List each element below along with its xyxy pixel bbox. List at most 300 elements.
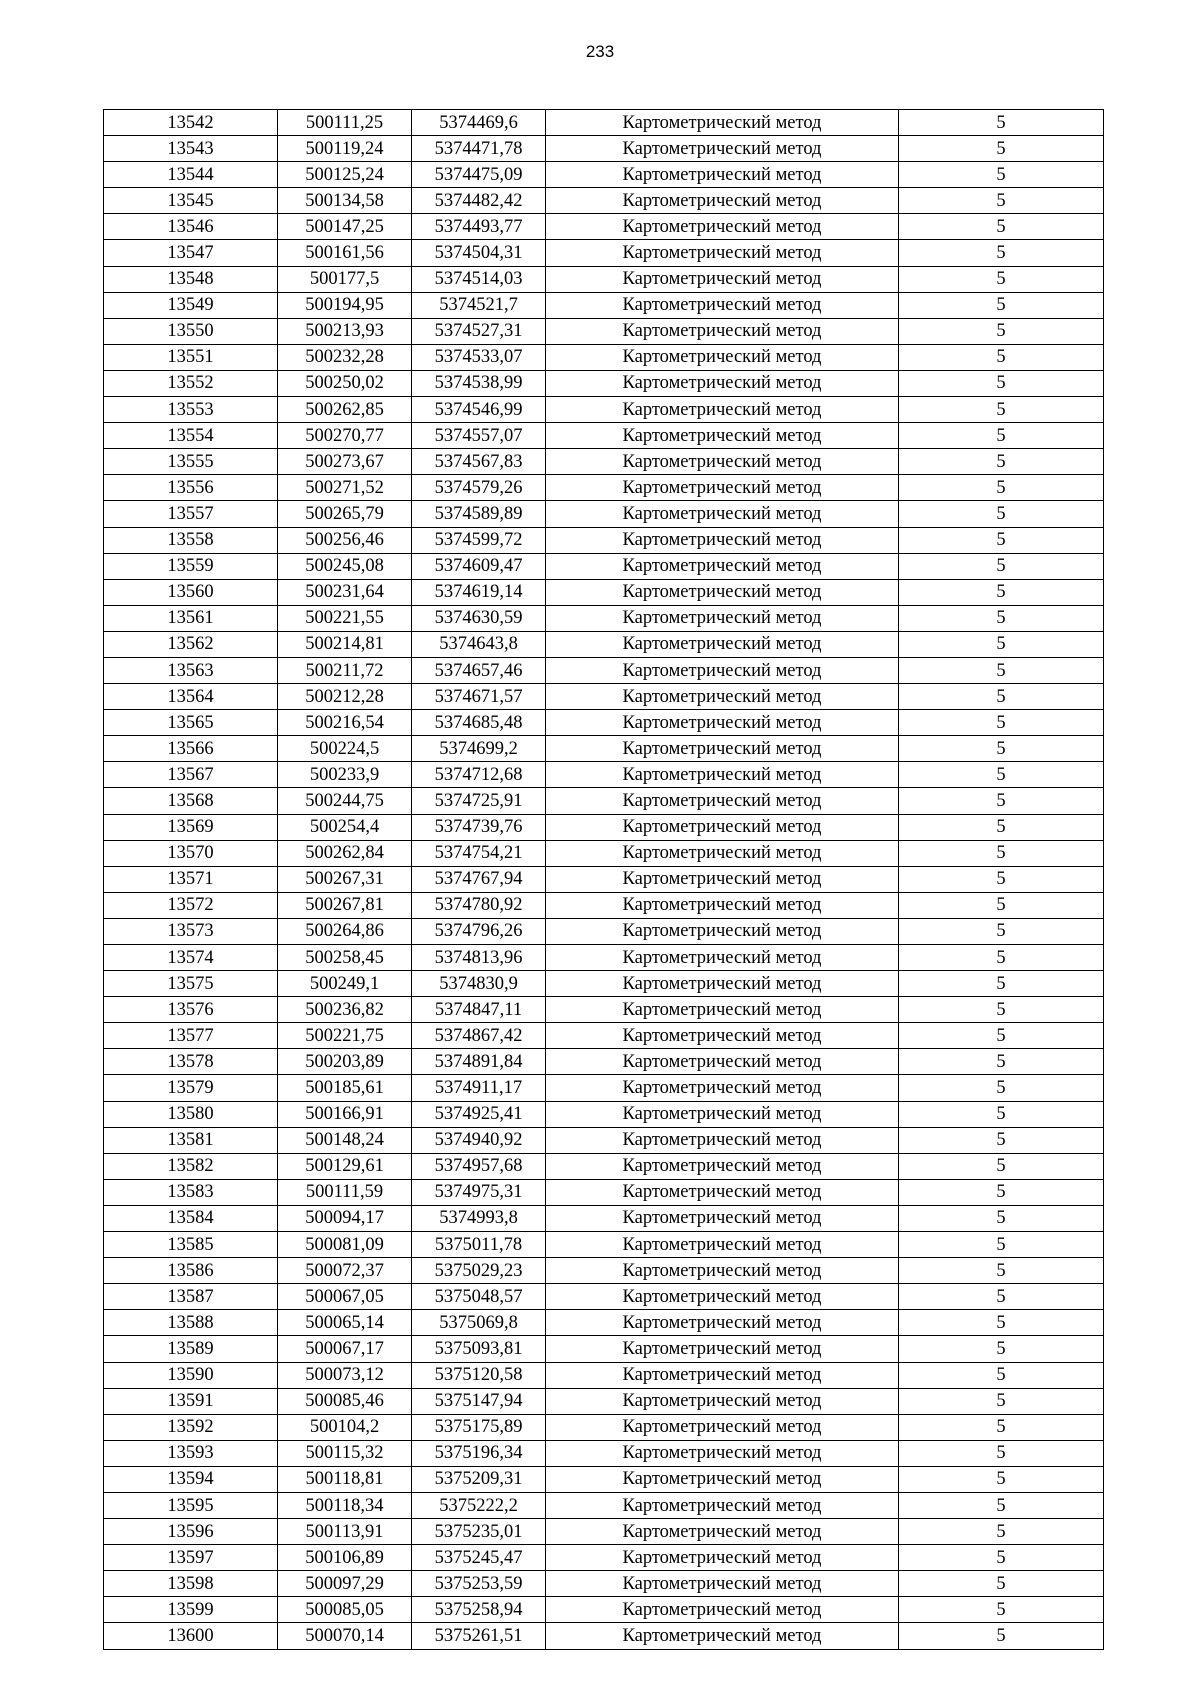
accuracy-cell: 5 [899,370,1104,396]
accuracy-cell: 5 [899,710,1104,736]
y-coordinate-cell: 5375120,58 [412,1362,546,1388]
method-cell: Картометрический метод [546,1232,899,1258]
y-coordinate-cell: 5374619,14 [412,579,546,605]
method-cell: Картометрический метод [546,840,899,866]
method-cell: Картометрический метод [546,762,899,788]
x-coordinate-cell: 500118,81 [278,1466,412,1492]
y-coordinate-cell: 5374643,8 [412,631,546,657]
y-coordinate-cell: 5374671,57 [412,684,546,710]
y-coordinate-cell: 5374813,96 [412,945,546,971]
accuracy-cell: 5 [899,266,1104,292]
method-cell: Картометрический метод [546,1023,899,1049]
method-cell: Картометрический метод [546,344,899,370]
y-coordinate-cell: 5374685,48 [412,710,546,736]
point-number-cell: 13557 [104,501,278,527]
y-coordinate-cell: 5374957,68 [412,1153,546,1179]
point-number-cell: 13580 [104,1101,278,1127]
table-row [104,657,1104,683]
method-cell: Картометрический метод [546,579,899,605]
y-coordinate-cell: 5374471,78 [412,136,546,162]
point-number-cell: 13543 [104,136,278,162]
y-coordinate-cell: 5374780,92 [412,892,546,918]
x-coordinate-cell: 500245,08 [278,553,412,579]
table-row [104,762,1104,788]
y-coordinate-cell: 5374527,31 [412,318,546,344]
y-coordinate-cell: 5374847,11 [412,997,546,1023]
method-cell: Картометрический метод [546,605,899,631]
table-row [104,370,1104,396]
accuracy-cell: 5 [899,945,1104,971]
table-row [104,1519,1104,1545]
y-coordinate-cell: 5374546,99 [412,397,546,423]
method-cell: Картометрический метод [546,292,899,318]
accuracy-cell: 5 [899,1571,1104,1597]
y-coordinate-cell: 5374599,72 [412,527,546,553]
y-coordinate-cell: 5375209,31 [412,1466,546,1492]
method-cell: Картометрический метод [546,1571,899,1597]
table-row [104,1179,1104,1205]
point-number-cell: 13598 [104,1571,278,1597]
y-coordinate-cell: 5374475,09 [412,162,546,188]
x-coordinate-cell: 500262,85 [278,397,412,423]
table-row [104,1127,1104,1153]
method-cell: Картометрический метод [546,162,899,188]
accuracy-cell: 5 [899,1466,1104,1492]
point-number-cell: 13581 [104,1127,278,1153]
y-coordinate-cell: 5375069,8 [412,1310,546,1336]
method-cell: Картометрический метод [546,501,899,527]
accuracy-cell: 5 [899,997,1104,1023]
table-row [104,840,1104,866]
table-row [104,188,1104,214]
accuracy-cell: 5 [899,1205,1104,1231]
point-number-cell: 13556 [104,475,278,501]
x-coordinate-cell: 500111,59 [278,1179,412,1205]
table-row [104,1284,1104,1310]
accuracy-cell: 5 [899,553,1104,579]
method-cell: Картометрический метод [546,1623,899,1649]
accuracy-cell: 5 [899,1388,1104,1414]
point-number-cell: 13587 [104,1284,278,1310]
x-coordinate-cell: 500262,84 [278,840,412,866]
point-number-cell: 13571 [104,866,278,892]
x-coordinate-cell: 500085,46 [278,1388,412,1414]
table-row [104,918,1104,944]
method-cell: Картометрический метод [546,1388,899,1414]
accuracy-cell: 5 [899,579,1104,605]
accuracy-cell: 5 [899,684,1104,710]
x-coordinate-cell: 500111,25 [278,110,412,136]
method-cell: Картометрический метод [546,1492,899,1518]
point-number-cell: 13590 [104,1362,278,1388]
x-coordinate-cell: 500106,89 [278,1545,412,1571]
method-cell: Картометрический метод [546,1336,899,1362]
accuracy-cell: 5 [899,1179,1104,1205]
point-number-cell: 13550 [104,318,278,344]
table-row [104,1388,1104,1414]
x-coordinate-cell: 500250,02 [278,370,412,396]
accuracy-cell: 5 [899,501,1104,527]
point-number-cell: 13559 [104,553,278,579]
x-coordinate-cell: 500265,79 [278,501,412,527]
accuracy-cell: 5 [899,136,1104,162]
x-coordinate-cell: 500072,37 [278,1258,412,1284]
y-coordinate-cell: 5375093,81 [412,1336,546,1362]
point-number-cell: 13578 [104,1049,278,1075]
table-row [104,971,1104,997]
y-coordinate-cell: 5374493,77 [412,214,546,240]
method-cell: Картометрический метод [546,1440,899,1466]
x-coordinate-cell: 500273,67 [278,449,412,475]
point-number-cell: 13586 [104,1258,278,1284]
y-coordinate-cell: 5375147,94 [412,1388,546,1414]
method-cell: Картометрический метод [546,997,899,1023]
accuracy-cell: 5 [899,1440,1104,1466]
point-number-cell: 13584 [104,1205,278,1231]
table-row [104,1440,1104,1466]
x-coordinate-cell: 500148,24 [278,1127,412,1153]
method-cell: Картометрический метод [546,945,899,971]
y-coordinate-cell: 5374657,46 [412,657,546,683]
y-coordinate-cell: 5375261,51 [412,1623,546,1649]
x-coordinate-cell: 500134,58 [278,188,412,214]
x-coordinate-cell: 500085,05 [278,1597,412,1623]
accuracy-cell: 5 [899,1023,1104,1049]
table-row [104,631,1104,657]
table-row [104,214,1104,240]
y-coordinate-cell: 5374557,07 [412,423,546,449]
method-cell: Картометрический метод [546,1597,899,1623]
method-cell: Картометрический метод [546,814,899,840]
point-number-cell: 13547 [104,240,278,266]
accuracy-cell: 5 [899,736,1104,762]
table-row [104,1310,1104,1336]
y-coordinate-cell: 5374579,26 [412,475,546,501]
point-number-cell: 13565 [104,710,278,736]
point-number-cell: 13595 [104,1492,278,1518]
point-number-cell: 13594 [104,1466,278,1492]
accuracy-cell: 5 [899,657,1104,683]
point-number-cell: 13552 [104,370,278,396]
method-cell: Картометрический метод [546,971,899,997]
table-row [104,1205,1104,1231]
y-coordinate-cell: 5374754,21 [412,840,546,866]
accuracy-cell: 5 [899,240,1104,266]
table-row [104,449,1104,475]
table-row [104,579,1104,605]
page-number: 233 [585,42,615,61]
y-coordinate-cell: 5374911,17 [412,1075,546,1101]
accuracy-cell: 5 [899,214,1104,240]
y-coordinate-cell: 5374630,59 [412,605,546,631]
method-cell: Картометрический метод [546,1362,899,1388]
table-row [104,1049,1104,1075]
x-coordinate-cell: 500104,2 [278,1414,412,1440]
y-coordinate-cell: 5374940,92 [412,1127,546,1153]
x-coordinate-cell: 500113,91 [278,1519,412,1545]
method-cell: Картометрический метод [546,918,899,944]
table-row [104,162,1104,188]
table-row [104,684,1104,710]
point-number-cell: 13563 [104,657,278,683]
accuracy-cell: 5 [899,1414,1104,1440]
x-coordinate-cell: 500129,61 [278,1153,412,1179]
point-number-cell: 13561 [104,605,278,631]
accuracy-cell: 5 [899,449,1104,475]
y-coordinate-cell: 5374725,91 [412,788,546,814]
table-row [104,945,1104,971]
x-coordinate-cell: 500067,05 [278,1284,412,1310]
method-cell: Картометрический метод [546,1310,899,1336]
y-coordinate-cell: 5374891,84 [412,1049,546,1075]
table-row [104,344,1104,370]
y-coordinate-cell: 5375253,59 [412,1571,546,1597]
x-coordinate-cell: 500270,77 [278,423,412,449]
x-coordinate-cell: 500244,75 [278,788,412,814]
accuracy-cell: 5 [899,605,1104,631]
method-cell: Картометрический метод [546,1414,899,1440]
y-coordinate-cell: 5374533,07 [412,344,546,370]
x-coordinate-cell: 500211,72 [278,657,412,683]
x-coordinate-cell: 500097,29 [278,1571,412,1597]
accuracy-cell: 5 [899,762,1104,788]
table-row [104,1545,1104,1571]
x-coordinate-cell: 500233,9 [278,762,412,788]
method-cell: Картометрический метод [546,788,899,814]
coordinates-table-body [104,110,1104,1650]
x-coordinate-cell: 500203,89 [278,1049,412,1075]
point-number-cell: 13583 [104,1179,278,1205]
x-coordinate-cell: 500177,5 [278,266,412,292]
method-cell: Картометрический метод [546,266,899,292]
point-number-cell: 13568 [104,788,278,814]
table-row [104,997,1104,1023]
method-cell: Картометрический метод [546,736,899,762]
table-row [104,1362,1104,1388]
y-coordinate-cell: 5374482,42 [412,188,546,214]
accuracy-cell: 5 [899,1075,1104,1101]
method-cell: Картометрический метод [546,1258,899,1284]
point-number-cell: 13548 [104,266,278,292]
accuracy-cell: 5 [899,527,1104,553]
x-coordinate-cell: 500214,81 [278,631,412,657]
x-coordinate-cell: 500221,75 [278,1023,412,1049]
table-row [104,814,1104,840]
y-coordinate-cell: 5375245,47 [412,1545,546,1571]
method-cell: Картометрический метод [546,684,899,710]
table-row [104,266,1104,292]
accuracy-cell: 5 [899,318,1104,344]
point-number-cell: 13582 [104,1153,278,1179]
accuracy-cell: 5 [899,1597,1104,1623]
table-row [104,553,1104,579]
method-cell: Картометрический метод [546,214,899,240]
method-cell: Картометрический метод [546,1127,899,1153]
point-number-cell: 13551 [104,344,278,370]
y-coordinate-cell: 5374867,42 [412,1023,546,1049]
table-row [104,1023,1104,1049]
table-row [104,1623,1104,1649]
table-row [104,1232,1104,1258]
accuracy-cell: 5 [899,188,1104,214]
x-coordinate-cell: 500224,5 [278,736,412,762]
accuracy-cell: 5 [899,1310,1104,1336]
method-cell: Картометрический метод [546,1049,899,1075]
y-coordinate-cell: 5374993,8 [412,1205,546,1231]
method-cell: Картометрический метод [546,397,899,423]
method-cell: Картометрический метод [546,449,899,475]
method-cell: Картометрический метод [546,1153,899,1179]
point-number-cell: 13588 [104,1310,278,1336]
accuracy-cell: 5 [899,971,1104,997]
table-row [104,501,1104,527]
table-row [104,318,1104,344]
point-number-cell: 13573 [104,918,278,944]
x-coordinate-cell: 500258,45 [278,945,412,971]
table-row [104,136,1104,162]
x-coordinate-cell: 500267,31 [278,866,412,892]
table-row [104,605,1104,631]
point-number-cell: 13546 [104,214,278,240]
table-row [104,1414,1104,1440]
table-row [104,1258,1104,1284]
point-number-cell: 13575 [104,971,278,997]
x-coordinate-cell: 500070,14 [278,1623,412,1649]
method-cell: Картометрический метод [546,657,899,683]
x-coordinate-cell: 500267,81 [278,892,412,918]
method-cell: Картометрический метод [546,1101,899,1127]
point-number-cell: 13591 [104,1388,278,1414]
point-number-cell: 13566 [104,736,278,762]
accuracy-cell: 5 [899,866,1104,892]
table-row [104,397,1104,423]
table-row [104,1075,1104,1101]
x-coordinate-cell: 500119,24 [278,136,412,162]
x-coordinate-cell: 500118,34 [278,1492,412,1518]
x-coordinate-cell: 500081,09 [278,1232,412,1258]
point-number-cell: 13560 [104,579,278,605]
table-row [104,710,1104,736]
table-row [104,475,1104,501]
point-number-cell: 13542 [104,110,278,136]
method-cell: Картометрический метод [546,1075,899,1101]
accuracy-cell: 5 [899,1623,1104,1649]
x-coordinate-cell: 500166,91 [278,1101,412,1127]
point-number-cell: 13572 [104,892,278,918]
y-coordinate-cell: 5374796,26 [412,918,546,944]
y-coordinate-cell: 5375175,89 [412,1414,546,1440]
y-coordinate-cell: 5374767,94 [412,866,546,892]
x-coordinate-cell: 500264,86 [278,918,412,944]
x-coordinate-cell: 500185,61 [278,1075,412,1101]
accuracy-cell: 5 [899,1232,1104,1258]
accuracy-cell: 5 [899,1284,1104,1310]
y-coordinate-cell: 5374830,9 [412,971,546,997]
accuracy-cell: 5 [899,1049,1104,1075]
x-coordinate-cell: 500161,56 [278,240,412,266]
table-row [104,110,1104,136]
accuracy-cell: 5 [899,1492,1104,1518]
y-coordinate-cell: 5374609,47 [412,553,546,579]
method-cell: Картометрический метод [546,136,899,162]
point-number-cell: 13567 [104,762,278,788]
table-row [104,527,1104,553]
accuracy-cell: 5 [899,892,1104,918]
point-number-cell: 13576 [104,997,278,1023]
accuracy-cell: 5 [899,1336,1104,1362]
accuracy-cell: 5 [899,475,1104,501]
point-number-cell: 13564 [104,684,278,710]
point-number-cell: 13600 [104,1623,278,1649]
accuracy-cell: 5 [899,1153,1104,1179]
x-coordinate-cell: 500256,46 [278,527,412,553]
point-number-cell: 13592 [104,1414,278,1440]
method-cell: Картометрический метод [546,1519,899,1545]
table-row [104,736,1104,762]
point-number-cell: 13570 [104,840,278,866]
point-number-cell: 13599 [104,1597,278,1623]
accuracy-cell: 5 [899,1101,1104,1127]
accuracy-cell: 5 [899,1258,1104,1284]
point-number-cell: 13558 [104,527,278,553]
x-coordinate-cell: 500065,14 [278,1310,412,1336]
y-coordinate-cell: 5374739,76 [412,814,546,840]
y-coordinate-cell: 5374521,7 [412,292,546,318]
accuracy-cell: 5 [899,918,1104,944]
accuracy-cell: 5 [899,292,1104,318]
y-coordinate-cell: 5375258,94 [412,1597,546,1623]
y-coordinate-cell: 5374567,83 [412,449,546,475]
accuracy-cell: 5 [899,814,1104,840]
y-coordinate-cell: 5374975,31 [412,1179,546,1205]
point-number-cell: 13596 [104,1519,278,1545]
point-number-cell: 13593 [104,1440,278,1466]
method-cell: Картометрический метод [546,553,899,579]
x-coordinate-cell: 500125,24 [278,162,412,188]
x-coordinate-cell: 500271,52 [278,475,412,501]
table-row [104,423,1104,449]
y-coordinate-cell: 5375222,2 [412,1492,546,1518]
method-cell: Картометрический метод [546,423,899,449]
method-cell: Картометрический метод [546,240,899,266]
x-coordinate-cell: 500216,54 [278,710,412,736]
accuracy-cell: 5 [899,162,1104,188]
y-coordinate-cell: 5374712,68 [412,762,546,788]
point-number-cell: 13585 [104,1232,278,1258]
x-coordinate-cell: 500254,4 [278,814,412,840]
y-coordinate-cell: 5375011,78 [412,1232,546,1258]
y-coordinate-cell: 5375196,34 [412,1440,546,1466]
accuracy-cell: 5 [899,344,1104,370]
table-row [104,1571,1104,1597]
table-row [104,1153,1104,1179]
x-coordinate-cell: 500221,55 [278,605,412,631]
y-coordinate-cell: 5374504,31 [412,240,546,266]
point-number-cell: 13554 [104,423,278,449]
x-coordinate-cell: 500236,82 [278,997,412,1023]
point-number-cell: 13589 [104,1336,278,1362]
y-coordinate-cell: 5374469,6 [412,110,546,136]
x-coordinate-cell: 500232,28 [278,344,412,370]
x-coordinate-cell: 500073,12 [278,1362,412,1388]
accuracy-cell: 5 [899,788,1104,814]
accuracy-cell: 5 [899,840,1104,866]
table-row [104,292,1104,318]
method-cell: Картометрический метод [546,475,899,501]
coordinates-table [103,109,1104,1650]
method-cell: Картометрический метод [546,631,899,657]
point-number-cell: 13569 [104,814,278,840]
